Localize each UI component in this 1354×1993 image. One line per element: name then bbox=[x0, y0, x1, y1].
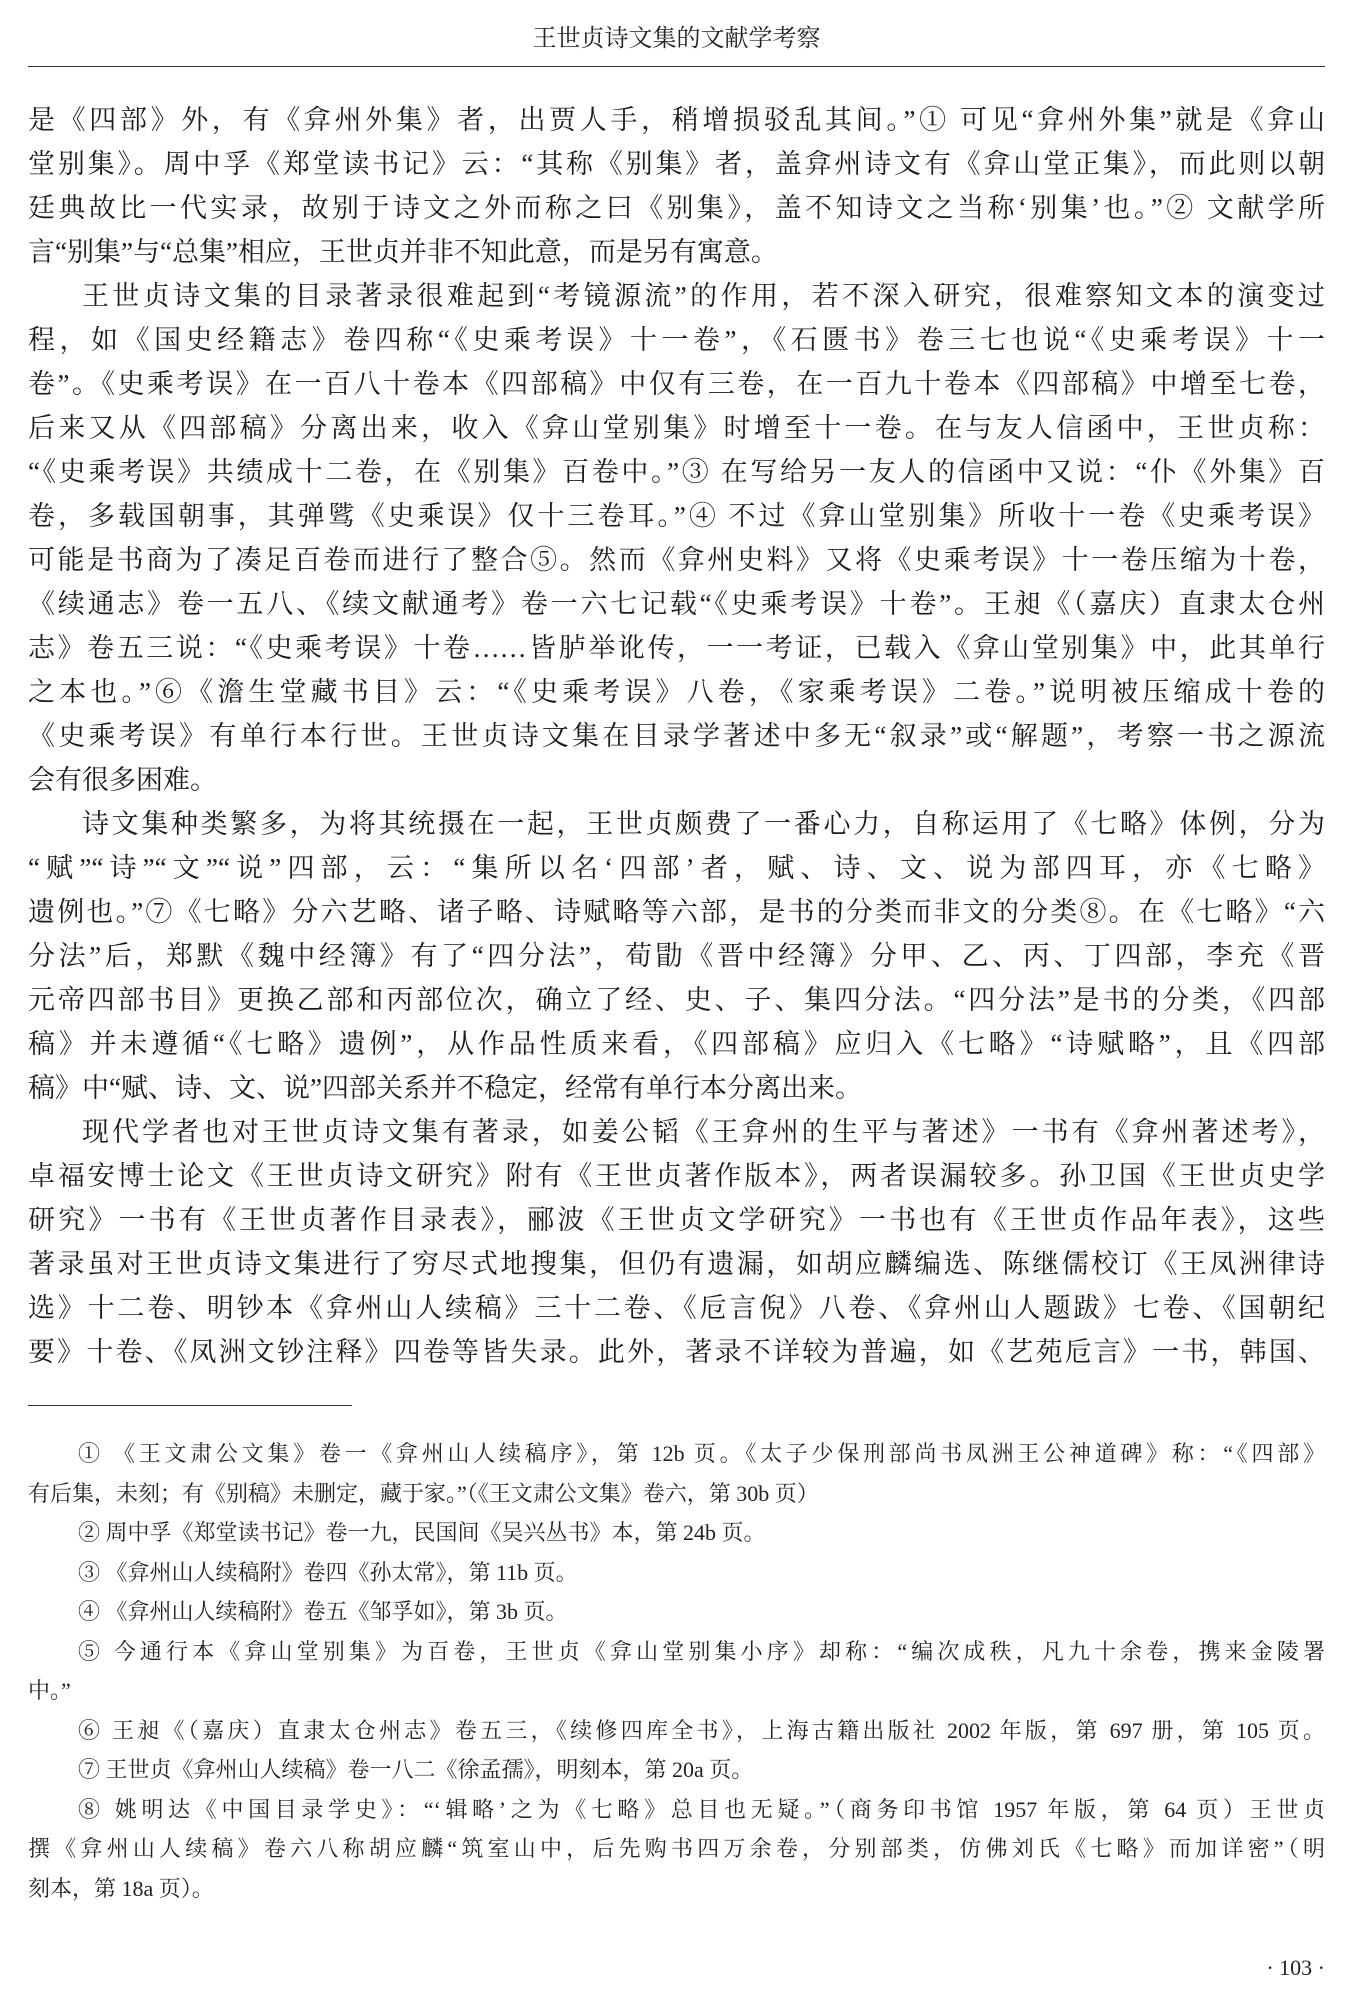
footnote bbox=[28, 1632, 1325, 1711]
body-line: “《史乘考误》共绩成十二卷，在《别集》百卷中。”③ 在写给另一友人的信函中又说：“仆《外集》百 bbox=[28, 457, 1325, 487]
footnote-line: 撰《弇州山人续稿》卷六八称胡应麟“筑室山中，后先购书四万余卷，分别部类，仿佛刘氏《七略》而加详密”（明 bbox=[28, 1836, 1325, 1861]
footnote bbox=[28, 1592, 1325, 1632]
footnote-line: ③ 《弇州山人续稿附》卷四《孙太常》，第 11b 页。 bbox=[78, 1559, 578, 1585]
footnote-line: ④ 《弇州山人续稿附》卷五《邹孚如》，第 3b 页。 bbox=[78, 1599, 568, 1624]
footnote-line: ② 周中孚《郑堂读书记》卷一九，民国间《吴兴丛书》本，第 24b 页。 bbox=[78, 1520, 766, 1545]
footnote-line: ① 《王文肃公文集》卷一《弇州山人续稿序》，第 12b 页。《太子少保刑部尚书凤洲王公神道碑》称：“《四部》 bbox=[78, 1441, 1325, 1466]
footnote-line: 刻本，第 18a 页）。 bbox=[28, 1875, 214, 1901]
page-number: · 103 · bbox=[1266, 1955, 1325, 1980]
body-line: 稿》中“赋、诗、文、说”四部关系并不稳定，经常有单行本分离出来。 bbox=[28, 1073, 862, 1103]
paragraph bbox=[28, 274, 1325, 802]
body-line: “赋”“诗”“文”“说”四部，云：“集所以名‘四部’者，赋、诗、文、说为部四耳，亦《七略》 bbox=[28, 853, 1325, 883]
footnote-line: 中。” bbox=[28, 1678, 71, 1703]
body-line: 《史乘考误》有单行本行世。王世贞诗文集在目录学著述中多无“叙录”或“解题”，考察一书之源流 bbox=[28, 721, 1325, 751]
body-line: 元帝四部书目》更换乙部和丙部位次，确立了经、史、子、集四分法。“四分法”是书的分类，《四部 bbox=[28, 985, 1325, 1015]
footnote-line: 有后集，未刻；有《别稿》未删定，藏于家。”（《王文肃公文集》卷六，第 30b 页） bbox=[28, 1480, 819, 1506]
footnotes bbox=[28, 1434, 1325, 1908]
footnote-line: ⑧ 姚明达《中国目录学史》：“‘辑略’之为《七略》总目也无疑。”（商务印书馆 1957 年版，第 64 页）王世贞 bbox=[78, 1796, 1325, 1822]
body-line: 《续通志》卷一五八、《续文献通考》卷一六七记载“《史乘考误》十卷”。王昶《（嘉庆）直隶太仓州 bbox=[28, 589, 1325, 619]
footnote bbox=[28, 1553, 1325, 1593]
body-line: 分法”后，郑默《魏中经簿》有了“四分法”，荀勖《晋中经簿》分甲、乙、丙、丁四部，李充《晋 bbox=[28, 941, 1325, 971]
body-line: 遗例也。”⑦《七略》分六艺略、诸子略、诗赋略等六部，是书的分类而非文的分类⑧。在《七略》“六 bbox=[28, 897, 1325, 927]
body-text bbox=[28, 98, 1325, 1374]
body-line: 程，如《国史经籍志》卷四称“《史乘考误》十一卷”，《石匮书》卷三七也说“《史乘考误》十一 bbox=[28, 325, 1325, 355]
footnote-rule bbox=[28, 1405, 352, 1406]
body-line: 现代学者也对王世贞诗文集有著录，如姜公韬《王弇州的生平与著述》一书有《弇州著述考》， bbox=[82, 1117, 1325, 1147]
body-line: 诗文集种类繁多，为将其统摄在一起，王世贞颇费了一番心力，自称运用了《七略》体例，分为 bbox=[82, 809, 1325, 839]
body-line: 选》十二卷、明钞本《弇州山人续稿》三十二卷、《卮言倪》八卷、《弇州山人题跋》七卷、《国朝纪 bbox=[28, 1293, 1325, 1323]
body-line: 堂别集》。周中孚《郑堂读书记》云：“其称《别集》者，盖弇州诗文有《弇山堂正集》，而此则以朝 bbox=[28, 149, 1325, 179]
body-line: 卷，多载国朝事，其弹骘《史乘误》仅十三卷耳。”④ 不过《弇山堂别集》所收十一卷《史乘考误》 bbox=[28, 501, 1325, 531]
body-line: 可能是书商为了凑足百卷而进行了整合⑤。然而《弇州史料》又将《史乘考误》十一卷压缩为十卷， bbox=[28, 545, 1325, 575]
body-line: 王世贞诗文集的目录著录很难起到“考镜源流”的作用，若不深入研究，很难察知文本的演变过 bbox=[82, 281, 1325, 311]
body-line: 卓福安博士论文《王世贞诗文研究》附有《王世贞著作版本》，两者误漏较多。孙卫国《王世贞史学 bbox=[28, 1161, 1325, 1191]
paragraph bbox=[28, 802, 1325, 1110]
footnote-line: ⑤ 今通行本《弇山堂别集》为百卷，王世贞《弇山堂别集小序》却称：“编次成秩，凡九十余卷，携来金陵署 bbox=[78, 1638, 1325, 1664]
paragraph bbox=[28, 98, 1325, 274]
body-line: 稿》并未遵循“《七略》遗例”，从作品性质来看，《四部稿》应归入《七略》“诗赋略”，且《四部 bbox=[28, 1029, 1325, 1059]
body-line: 是《四部》外，有《弇州外集》者，出贾人手，稍增损驳乱其间。”① 可见“弇州外集”就是《弇山 bbox=[28, 105, 1325, 135]
running-header: 王世贞诗文集的文献学考察 bbox=[532, 26, 821, 52]
body-line: 言“别集”与“总集”相应，王世贞并非不知此意，而是另有寓意。 bbox=[28, 237, 778, 267]
footnote bbox=[28, 1750, 1325, 1790]
footnote bbox=[28, 1434, 1325, 1513]
paragraph bbox=[28, 1110, 1325, 1374]
body-line: 要》十卷、《凤洲文钞注释》四卷等皆失录。此外，著录不详较为普遍，如《艺苑卮言》一书，韩国、 bbox=[28, 1337, 1325, 1367]
body-line: 会有很多困难。 bbox=[28, 765, 217, 795]
body-line: 卷”。《史乘考误》在一百八十卷本《四部稿》中仅有三卷，在一百九十卷本《四部稿》中增至七卷， bbox=[28, 369, 1325, 399]
body-line: 志》卷五三说：“《史乘考误》十卷……皆胪举讹传，一一考证，已载入《弇山堂别集》中，此其单行 bbox=[28, 633, 1325, 663]
footnote-line: ⑦ 王世贞《弇州山人续稿》卷一八二《徐孟孺》，明刻本，第 20a 页。 bbox=[78, 1757, 754, 1782]
footnote bbox=[28, 1711, 1325, 1751]
body-line: 研究》一书有《王世贞著作目录表》，郦波《王世贞文学研究》一书也有《王世贞作品年表》，这些 bbox=[28, 1205, 1325, 1235]
body-line: 著录虽对王世贞诗文集进行了穷尽式地搜集，但仍有遗漏，如胡应麟编选、陈继儒校订《王凤洲律诗 bbox=[28, 1249, 1325, 1279]
footnote bbox=[28, 1790, 1325, 1909]
body-line: 廷典故比一代实录，故别于诗文之外而称之曰《别集》，盖不知诗文之当称‘别集’也。”② 文献学所 bbox=[28, 193, 1325, 223]
body-line: 后来又从《四部稿》分离出来，收入《弇山堂别集》时增至十一卷。在与友人信函中，王世贞称： bbox=[28, 413, 1325, 443]
body-line: 之本也。”⑥《澹生堂藏书目》云：“《史乘考误》八卷，《家乘考误》二卷。”说明被压缩成十卷的 bbox=[28, 677, 1325, 707]
footnote bbox=[28, 1513, 1325, 1553]
header-rule bbox=[28, 66, 1325, 67]
footnote-line: ⑥ 王昶《（嘉庆）直隶太仓州志》卷五三，《续修四库全书》，上海古籍出版社 2002 年版，第 697 册，第 105 页。 bbox=[78, 1717, 1325, 1743]
